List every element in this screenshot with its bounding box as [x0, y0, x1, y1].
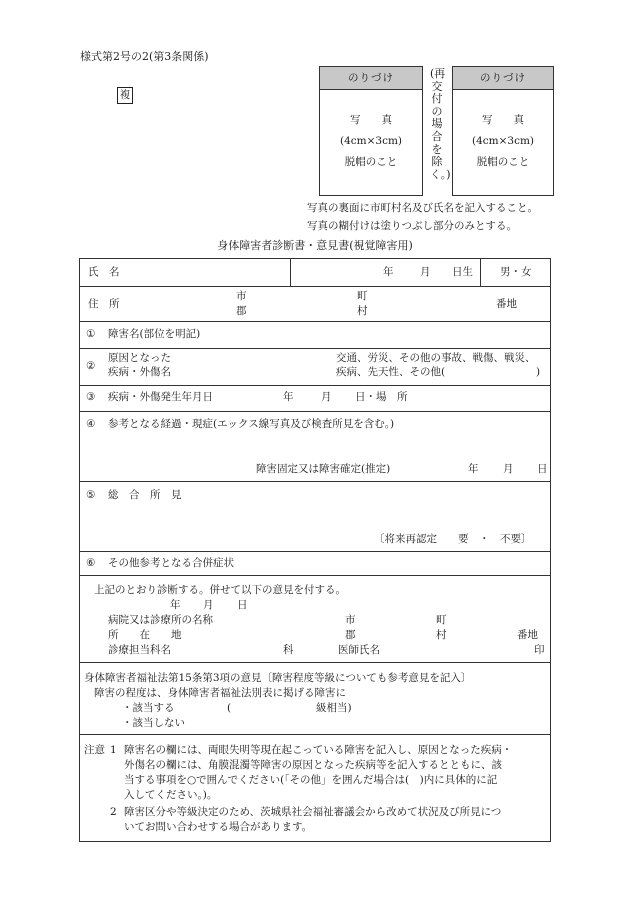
row2-label-1: 原因となった	[108, 352, 171, 364]
copy-mark: 複	[117, 87, 133, 104]
photo-glue-header: のりづけ	[453, 67, 553, 90]
footnote-2-line-1: 障害区分や等級決定のため、茨城県社会福祉審議会から改めて状況及び所見につ	[124, 806, 502, 818]
photo-hat-note: 脱帽のこと	[344, 156, 398, 168]
photo-box-left	[319, 66, 423, 196]
row4-day: 日	[537, 463, 548, 475]
row6-label: その他参考となる合併症状	[108, 557, 234, 569]
diagnosis-month: 月	[203, 599, 214, 611]
footnote-1-line-2: 外傷名の欄には、角膜混濁等障害の原因となった疾病等を記入するとともに、該	[124, 759, 502, 771]
photo-note-1: 写真の裏面に市町村名及び氏名を記入すること。	[307, 202, 538, 214]
location-banchi: 番地	[517, 629, 538, 641]
footnote-1-number: 1	[110, 744, 117, 756]
row2-close-paren: )	[536, 366, 541, 378]
row1-number: ①	[86, 328, 96, 340]
row2-label-2: 疾病・外傷名	[108, 366, 171, 378]
hospital-town: 町	[436, 614, 447, 626]
row5-label: 総 合 所 見	[108, 489, 182, 501]
row3-label: 疾病・外傷発生年月日	[108, 391, 213, 403]
row2-causes-1: 交通、労災、その他の事故、戦傷、戦災、	[336, 352, 536, 364]
location-label: 所 在 地	[108, 629, 182, 641]
diagnosis-year: 年	[170, 599, 181, 611]
diagnosis-statement: 上記のとおり診断する。併せて以下の意見を付する。	[94, 584, 346, 596]
form-number-label: 様式第2号の2(第3条関係)	[80, 50, 209, 63]
hospital-city: 市	[345, 614, 356, 626]
footnote-1-line-1: 障害名の欄には、両眼失明等現在起こっている障害を記入し、原因となった疾病・	[124, 744, 513, 756]
opinion-grade: 級相当)	[316, 702, 352, 714]
sex-choice: 男・女	[500, 266, 532, 278]
row1-label: 障害名(部位を明記)	[108, 328, 201, 340]
footnote-2-number: 2	[110, 806, 117, 818]
row3-day-place: 日・場 所	[355, 391, 408, 403]
address-city: 市	[236, 290, 247, 302]
doctor-department-label: 診療担当科名	[108, 644, 171, 656]
reissue-note: (再交付の場合を除く。)	[430, 67, 451, 181]
opinion-degree: 障害の程度は、身体障害者福祉法別表に掲げる障害に	[94, 687, 346, 699]
photo-label: 写 真	[482, 114, 524, 126]
footnote-1-line-3: 当する事項を○で囲んでください(「その他」を囲んだ場合は( )内に具体的に記	[124, 774, 498, 786]
row3-number: ③	[86, 391, 96, 403]
row5-recheck: 〔将来再認定 要 ・ 不要〕	[374, 533, 532, 545]
department-ka: 科	[283, 644, 294, 656]
diagnosis-day: 日	[237, 599, 248, 611]
seal-mark: 印	[534, 644, 545, 656]
photo-label: 写 真	[350, 114, 392, 126]
address-town: 町	[357, 290, 368, 302]
row4-number: ④	[86, 418, 96, 430]
footnote-2-line-2: いてお問い合わせする場合があります。	[124, 821, 313, 833]
row4-year: 年	[468, 463, 479, 475]
row3-year: 年	[283, 391, 294, 403]
location-village: 村	[436, 629, 447, 641]
doctor-name-label: 医師氏名	[338, 644, 380, 656]
opinion-heading: 身体障害者福祉法第15条第3項の意見〔障害程度等級についても参考意見を記入〕	[84, 672, 472, 684]
footnote-1-line-4: 入してください。)。	[124, 789, 218, 801]
row2-causes-2: 疾病、先天性、その他(	[336, 366, 446, 378]
row6-number: ⑥	[86, 557, 96, 569]
photo-hat-note: 脱帽のこと	[476, 156, 530, 168]
address-gun: 郡	[236, 305, 247, 317]
birth-day: 日生	[452, 266, 473, 278]
footnote-label: 注意	[84, 744, 105, 756]
opinion-grade-open: (	[227, 702, 232, 714]
photo-size: (4cm×3cm)	[471, 135, 535, 147]
address-label: 住 所	[88, 298, 120, 310]
photo-note-2: 写真の糊付けは塗りつぶし部分のみとする。	[307, 220, 517, 232]
opinion-not-applies: ・該当しない	[122, 717, 185, 729]
birth-year: 年	[383, 266, 394, 278]
hospital-name-label: 病院又は診療所の名称	[108, 614, 213, 626]
diagnosis-form	[79, 258, 551, 842]
birth-month: 月	[420, 266, 431, 278]
address-banchi: 番地	[496, 298, 517, 310]
photo-size: (4cm×3cm)	[339, 135, 403, 147]
row4-fixed-date: 障害固定又は障害確定(推定)	[256, 463, 391, 475]
address-village: 村	[357, 305, 368, 317]
opinion-applies: ・該当する	[122, 702, 175, 714]
row2-number: ②	[86, 360, 96, 372]
row4-label: 参考となる経過・現症(エックス線写真及び検査所見を含む。)	[108, 418, 395, 430]
row3-month: 月	[321, 391, 332, 403]
row5-number: ⑤	[86, 489, 96, 501]
document-title: 身体障害者診断書・意見書(視覚障害用)	[217, 239, 413, 252]
photo-glue-header: のりづけ	[320, 67, 422, 90]
name-label: 氏 名	[88, 266, 120, 278]
location-gun: 郡	[345, 629, 356, 641]
row4-month: 月	[503, 463, 514, 475]
photo-box-right	[452, 66, 554, 196]
